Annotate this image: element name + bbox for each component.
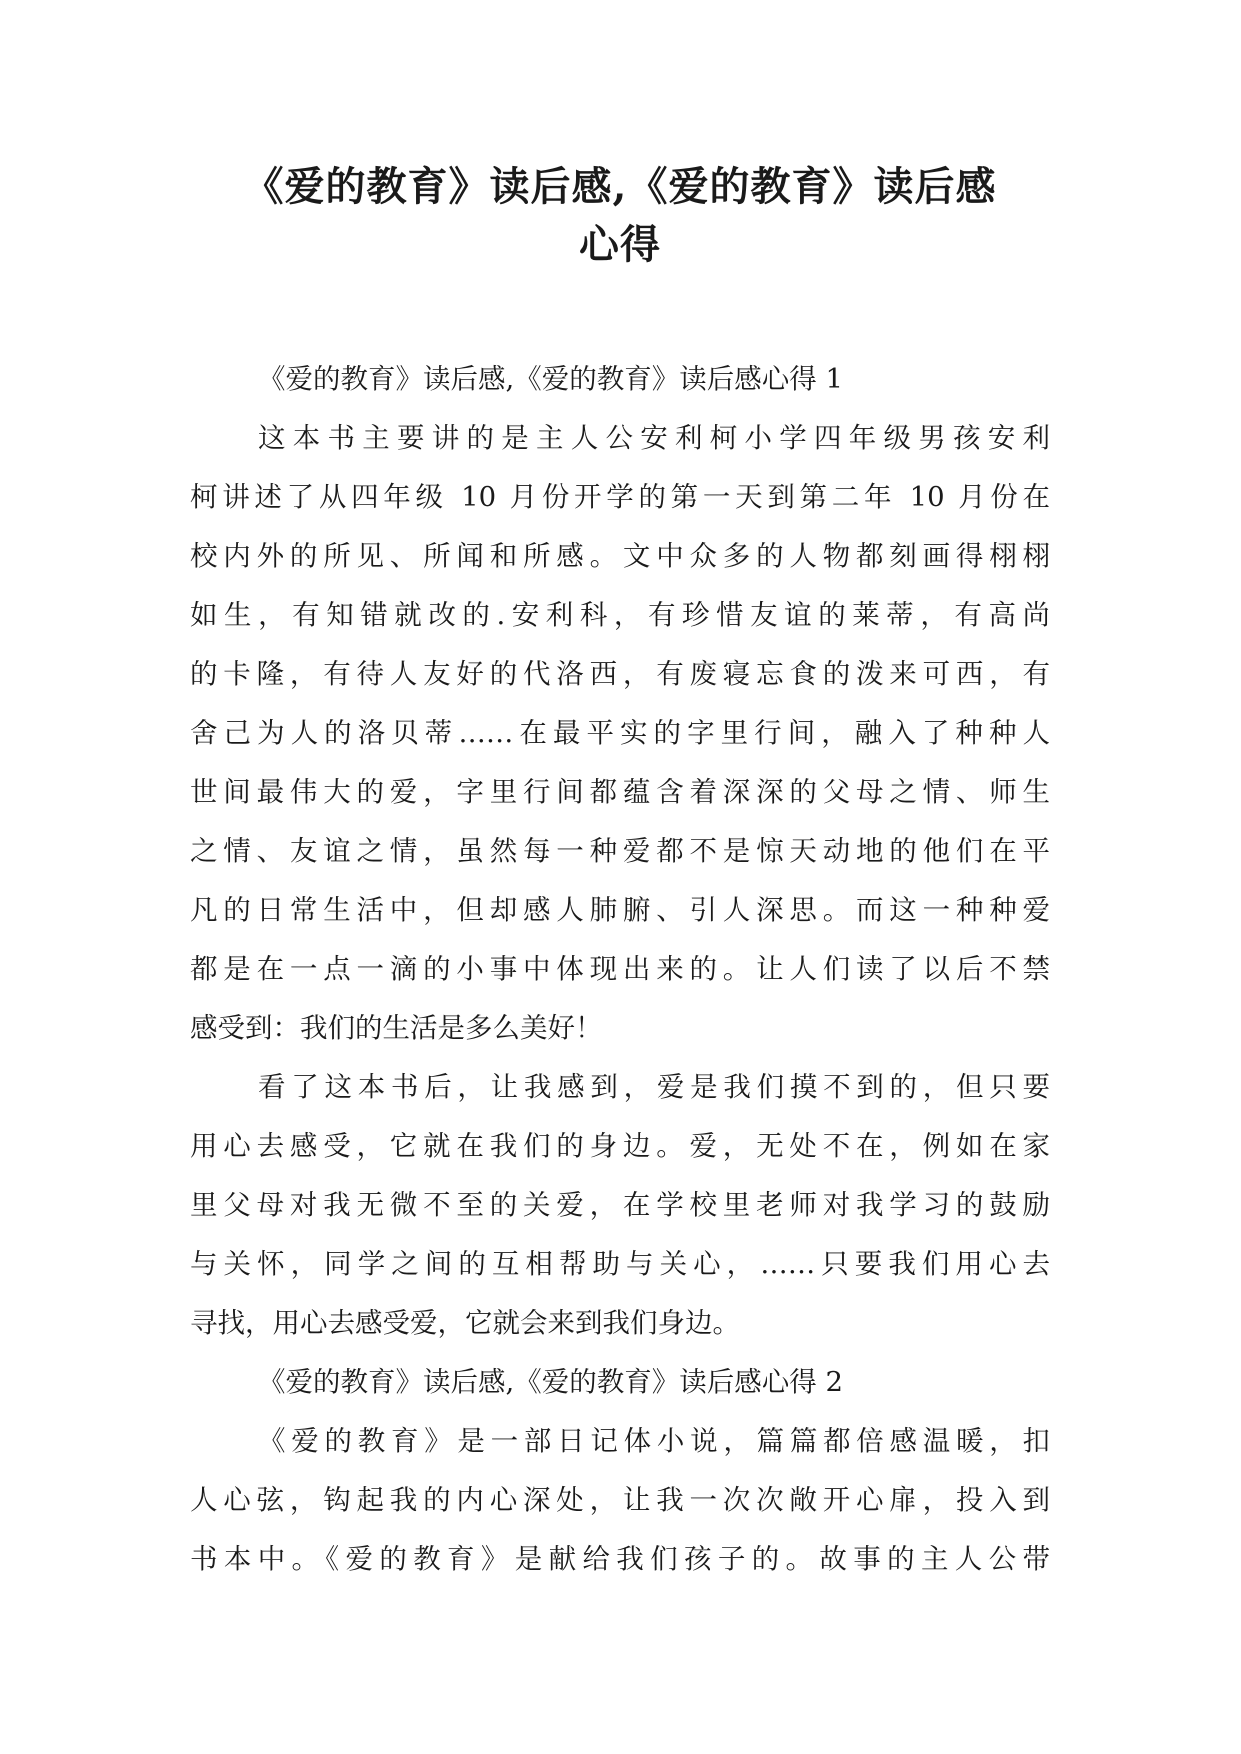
- document-title: [180, 158, 1060, 274]
- text-line: 世间最伟大的爱，字里行间都蕴含着深深的父母之情、师生: [190, 776, 1050, 808]
- text-line: 凡的日常生活中，但却感人肺腑、引人深思。而这一种种爱: [190, 894, 1050, 926]
- text-line: 柯讲述了从四年级 10 月份开学的第一天到第二年 10 月份在: [190, 481, 1050, 513]
- text-line: 《爱的教育》是一部日记体小说，篇篇都倍感温暖，扣: [258, 1425, 1050, 1457]
- text-line: 里父母对我无微不至的关爱，在学校里老师对我学习的鼓励: [190, 1189, 1050, 1221]
- text-line: 这本书主要讲的是主人公安利柯小学四年级男孩安利: [258, 422, 1050, 454]
- text-line: 感受到：我们的生活是多么美好！: [190, 1012, 603, 1044]
- text-line: 都是在一点一滴的小事中体现出来的。让人们读了以后不禁: [190, 953, 1050, 985]
- text-line: 与关怀，同学之间的互相帮助与关心，……只要我们用心去: [190, 1248, 1050, 1280]
- text-line: 舍己为人的洛贝蒂……在最平实的字里行间，融入了种种人: [190, 717, 1050, 749]
- text-line: 的卡隆，有待人友好的代洛西，有废寝忘食的泼来可西，有: [190, 658, 1050, 690]
- text-line: 用心去感受，它就在我们的身边。爱，无处不在，例如在家: [190, 1130, 1050, 1162]
- section-heading: 《爱的教育》读后感,《爱的教育》读后感心得 1: [258, 363, 843, 395]
- text-line: 之情、友谊之情，虽然每一种爱都不是惊天动地的他们在平: [190, 835, 1050, 867]
- text-line: 看了这本书后，让我感到，爱是我们摸不到的，但只要: [258, 1071, 1050, 1103]
- text-line: 人心弦，钩起我的内心深处，让我一次次敞开心扉，投入到: [190, 1484, 1050, 1516]
- section-heading: 《爱的教育》读后感,《爱的教育》读后感心得 2: [258, 1366, 843, 1398]
- document-body: [190, 350, 1050, 1589]
- text-line: 书本中。《爱的教育》是献给我们孩子的。故事的主人公带: [190, 1543, 1050, 1575]
- text-line: 如生，有知错就改的.安利科，有珍惜友谊的莱蒂，有高尚: [190, 599, 1050, 631]
- text-line: 校内外的所见、所闻和所感。文中众多的人物都刻画得栩栩: [190, 540, 1050, 572]
- title-line: 《爱的教育》读后感,《爱的教育》读后感: [243, 163, 997, 210]
- title-line: 心得: [579, 221, 661, 268]
- text-line: 寻找，用心去感受爱，它就会来到我们身边。: [190, 1307, 740, 1339]
